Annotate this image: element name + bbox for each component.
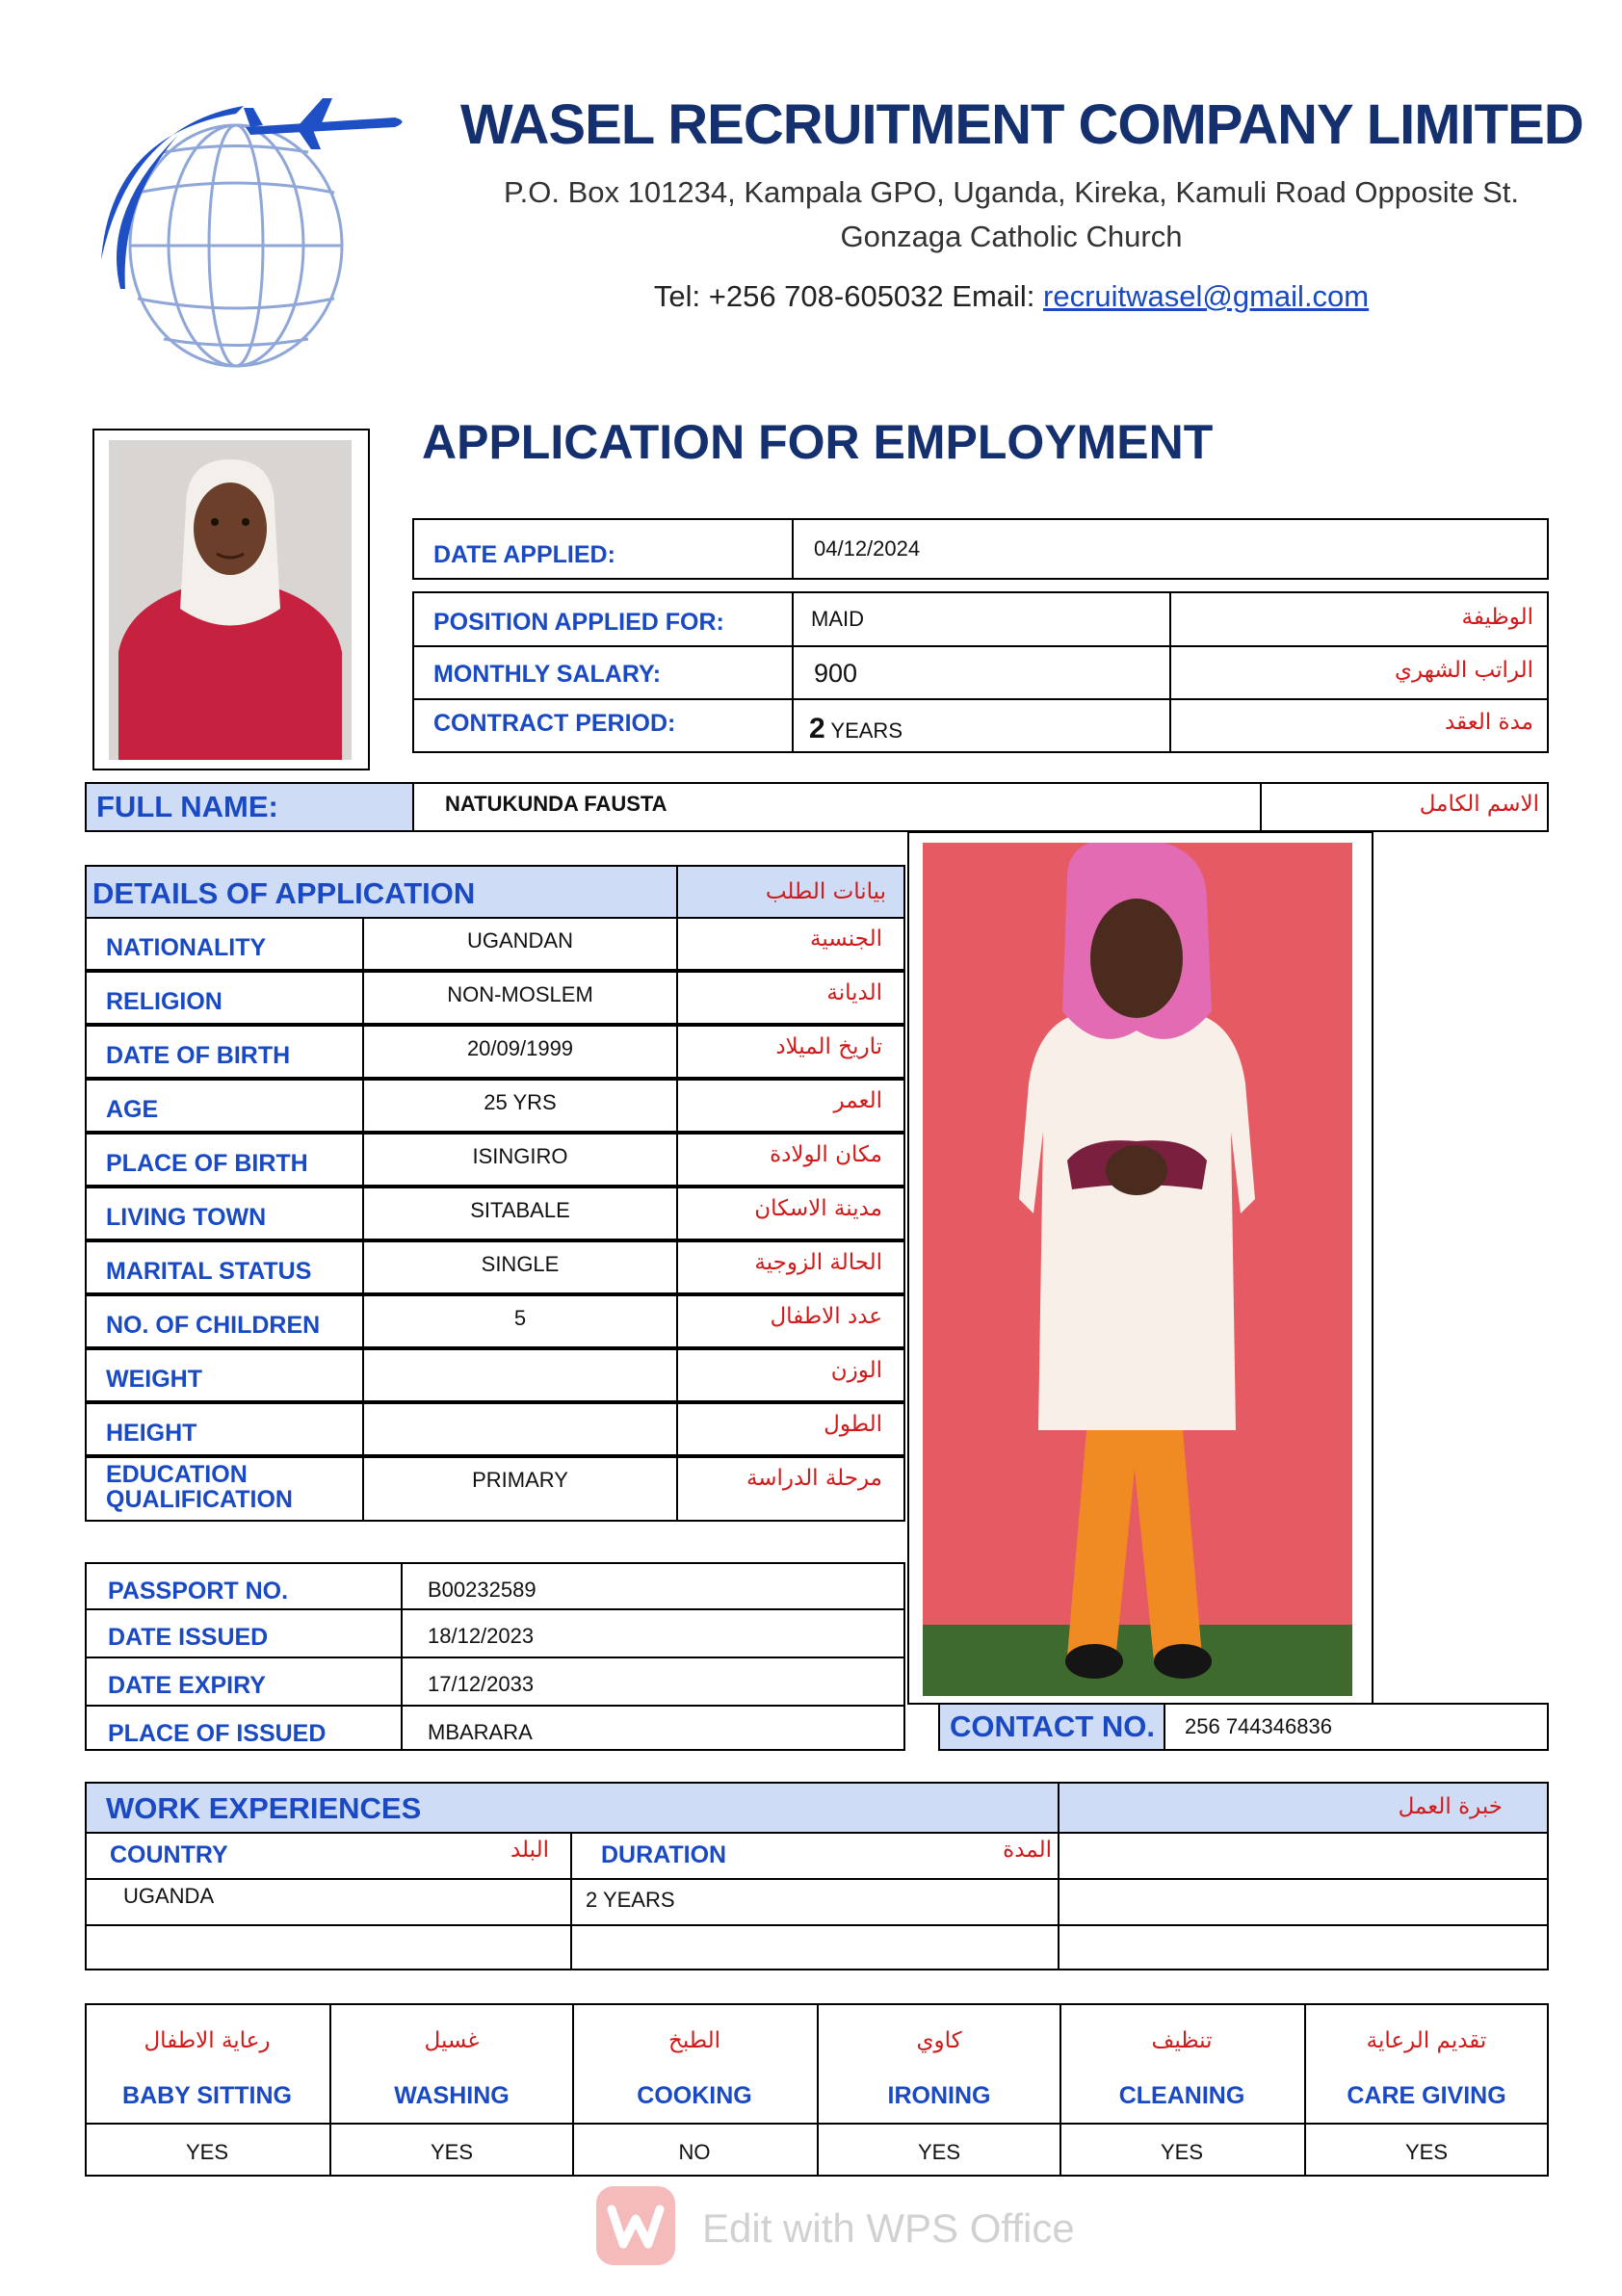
skill-value: YES [917,2140,961,2164]
contact-label: CONTACT NO. [950,1709,1155,1743]
details-row-label: DATE OF BIRTH [106,1042,291,1069]
details-row-value: NON-MOSLEM [447,982,593,1006]
skill-arabic: كاوي [916,2028,962,2053]
details-row-value: 20/09/1999 [466,1036,574,1060]
work-duration-label: DURATION [601,1841,727,1868]
work-table [85,1832,1549,1970]
details-row-label-line1: EDUCATION [106,1461,248,1488]
passport-row-label: PASSPORT NO. [108,1578,289,1605]
passport-row-line [85,1705,905,1707]
full-name-value: NATUKUNDA FAUSTA [445,792,667,816]
passport-row-label: PLACE OF ISSUED [108,1720,327,1747]
details-row-label: RELIGION [106,988,222,1015]
passport-row-line [85,1608,905,1610]
salary-value: 900 [814,659,858,688]
skill-arabic: الطبخ [667,2028,721,2053]
salary-label: MONTHLY SALARY: [433,661,662,688]
details-row-label-line2: QUALIFICATION [106,1486,293,1513]
full-body-photo [923,843,1352,1696]
details-row-value: UGANDAN [466,928,573,952]
skill-arabic: تنظيف [1151,2028,1213,2053]
passport-photo-frame [92,429,370,770]
work-title-arabic: خبرة العمل [1398,1794,1503,1819]
passport-row-label: DATE ISSUED [108,1624,269,1651]
date-applied-divider [792,518,794,580]
work-row-country: UGANDA [123,1884,215,1908]
skill-value: YES [1404,2140,1449,2164]
job-info-row-line-1 [412,645,1549,647]
company-logo [92,96,409,376]
details-row-value: SINGLE [481,1252,560,1276]
contact-value: 256 744346836 [1185,1714,1332,1738]
work-row-line-2 [85,1924,1549,1926]
passport-row-line [85,1657,905,1658]
company-tel: Tel: +256 708-605032 Email: [653,279,1044,313]
form-title: APPLICATION FOR EMPLOYMENT [422,415,1214,469]
details-row-value: PRIMARY [472,1468,568,1492]
details-row-label: HEIGHT [106,1420,197,1447]
details-row-arabic: الديانة [826,980,882,1005]
work-duration-arabic: المدة [1003,1838,1052,1863]
details-row-arabic: عدد الاطفال [770,1304,882,1329]
full-name-label: FULL NAME: [96,790,278,823]
passport-photo [109,440,352,760]
contract-value [809,713,903,745]
skill-label: IRONING [887,2082,991,2109]
details-title: DETAILS OF APPLICATION [92,876,476,910]
position-arabic: الوظيفة [1461,605,1533,630]
passport-row-value: MBARARA [428,1720,533,1744]
skill-label: CLEANING [1118,2082,1245,2109]
work-country-label: COUNTRY [110,1841,228,1868]
details-value-cell [362,1402,678,1456]
company-name: WASEL RECRUITMENT COMPANY LIMITED [460,93,1583,156]
details-row-arabic: الجنسية [810,926,882,952]
skill-label: BABY SITTING [122,2082,292,2109]
details-value-cell [362,1348,678,1402]
skill-arabic: رعاية الاطفال [144,2028,271,2053]
passport-row-value: B00232589 [428,1578,536,1602]
details-row-label: NO. OF CHILDREN [106,1312,321,1339]
work-title: WORK EXPERIENCES [106,1791,422,1825]
details-row-arabic: مرحلة الدراسة [746,1466,882,1491]
skill-value: YES [185,2140,229,2164]
company-email-link[interactable]: recruitwasel@gmail.com [1043,279,1370,313]
contract-arabic: مدة العقد [1445,710,1533,735]
full-name-arabic: الاسم الكامل [1419,792,1539,817]
passport-row-label: DATE EXPIRY [108,1672,266,1699]
wps-logo-icon [594,2184,677,2267]
skill-label: WASHING [394,2082,510,2109]
details-row-label: WEIGHT [106,1366,202,1393]
details-row-value: 25 YRS [484,1090,557,1114]
skill-value: NO [678,2140,711,2164]
job-info-col-line-2 [1169,591,1171,753]
details-row-label: NATIONALITY [106,934,267,961]
skill-value: YES [430,2140,474,2164]
date-applied-label: DATE APPLIED: [433,541,615,568]
skill-label: CARE GIVING [1347,2082,1506,2109]
position-label: POSITION APPLIED FOR: [433,609,724,636]
skill-value: YES [1160,2140,1204,2164]
work-row-line-1 [85,1878,1549,1880]
work-country-arabic: البلد [510,1838,549,1863]
details-row-value: SITABALE [470,1198,570,1222]
position-value: MAID [811,607,864,631]
skill-arabic: تقديم الرعاية [1366,2028,1487,2053]
contract-years-number: 2 [809,713,825,744]
skill-arabic: غسيل [424,2028,480,2053]
passport-row-value: 18/12/2023 [428,1624,535,1648]
company-address-line1: P.O. Box 101234, Kampala GPO, Uganda, Kireka, Kamuli Road Opposite St. [503,175,1519,209]
details-row-label: PLACE OF BIRTH [106,1150,308,1177]
skill-label: COOKING [637,2082,752,2109]
work-col-line-2 [1058,1832,1060,1970]
details-row-arabic: تاريخ الميلاد [775,1034,882,1059]
details-row-arabic: الطول [824,1412,882,1437]
work-col-line-1 [570,1832,572,1970]
job-info-row-line-2 [412,698,1549,700]
details-row-arabic: مكان الولادة [770,1142,882,1167]
contract-years-unit: YEARS [830,718,903,743]
details-row-value: ISINGIRO [472,1144,568,1168]
details-row-label: LIVING TOWN [106,1204,267,1231]
details-title-arabic: بيانات الطلب [765,879,886,904]
passport-row-value: 17/12/2033 [428,1672,535,1696]
wps-watermark-text: Edit with WPS Office [702,2205,1075,2251]
contract-label: CONTRACT PERIOD: [433,710,676,737]
details-row-label: MARITAL STATUS [106,1258,312,1285]
company-contact-line [424,279,1599,314]
details-row-label: AGE [106,1096,159,1123]
company-address-line2: Gonzaga Catholic Church [840,220,1183,253]
work-row-duration: 2 YEARS [586,1888,675,1912]
details-row-arabic: مدينة الاسكان [754,1196,882,1221]
salary-arabic: الراتب الشهري [1395,658,1533,683]
date-applied-value: 04/12/2024 [814,536,921,561]
job-info-col-line-1 [792,591,794,753]
details-row-arabic: العمر [833,1088,882,1113]
details-row-arabic: الحالة الزوجية [754,1250,882,1275]
full-body-photo-frame [907,831,1373,1705]
details-row-value: 5 [513,1306,527,1330]
details-row-arabic: الوزن [830,1358,882,1383]
